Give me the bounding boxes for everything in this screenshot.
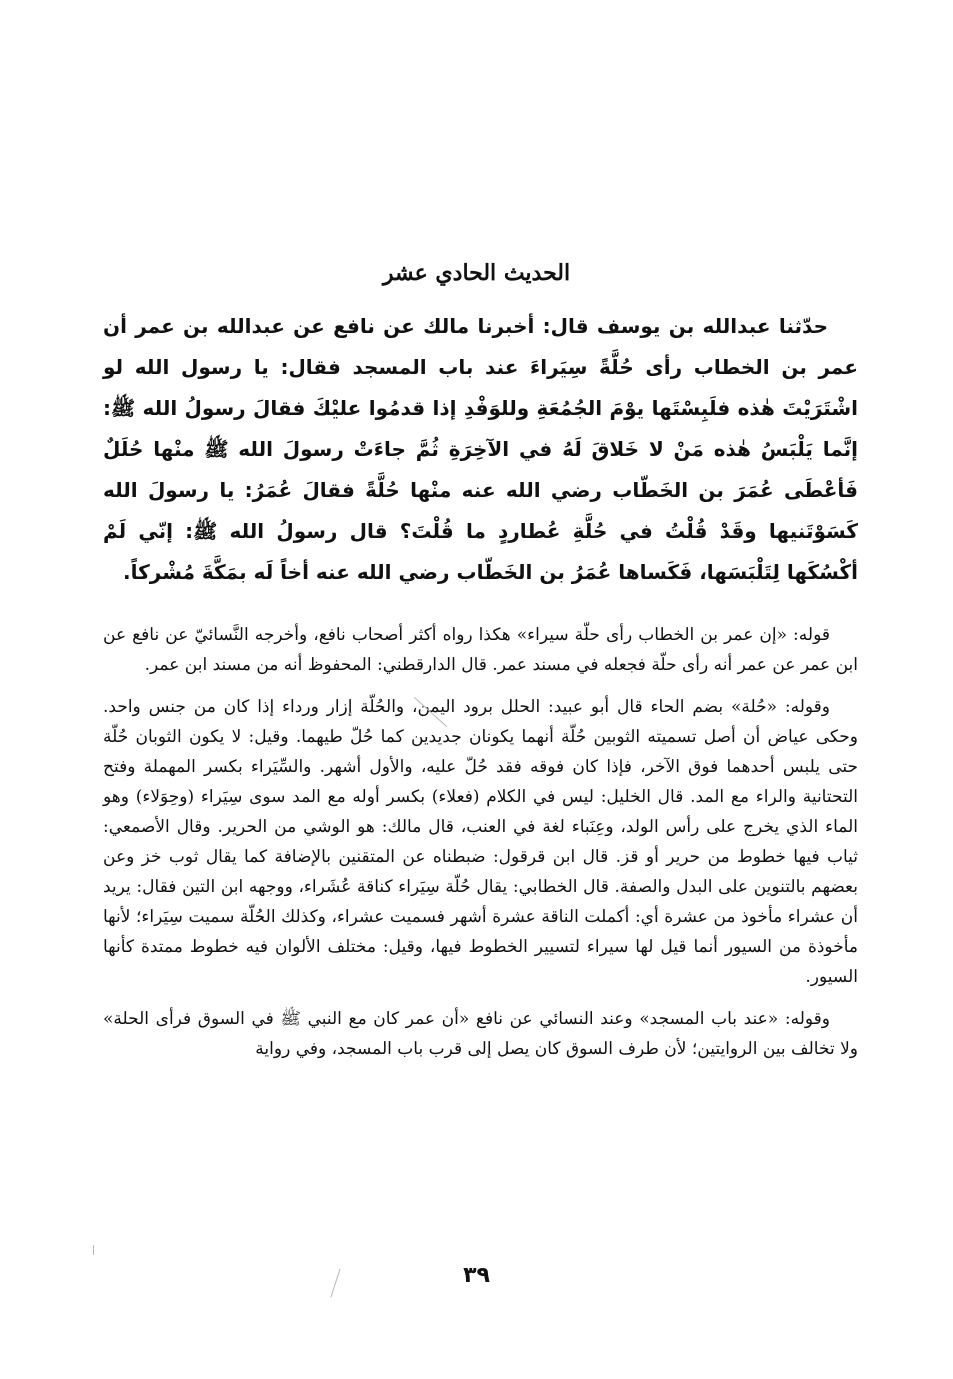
scan-mark xyxy=(93,1245,94,1255)
page-number: ٣٩ xyxy=(463,1263,490,1288)
commentary-paragraph-3: وقوله: «عند باب المسجد» وعند النسائي عن نافع «أن عمر كان مع النبي ﷺ في السوق فرأى الحلة» ولا تخالف بين الروايتين؛ لأن طرف السوق كان يصل إلى قرب باب المسجد، وفي رواية xyxy=(103,1009,858,1059)
hadith-text-block xyxy=(103,306,858,593)
hadith-paragraph: حدّثنا عبدالله بن يوسف قال: أخبرنا مالك عن نافع عن عبدالله بن عمر أن عمر بن الخطاب رأى حُلَّةً سِيَراءَ عند باب المسجد فقال: يا رسول الله لو اشْتَرَيْتَ هٰذه فلَبِسْتَها يوْمَ الجُمُعَةِ وللوَفْدِ إذا قدمُوا عليْكَ فقالَ رسولُ الله ﷺ: إنَّما يَلْبَسُ هٰذه مَنْ لا خَلاقَ لَهُ في الآخِرَةِ ثُمَّ جاءَتْ رسولَ الله ﷺ منْها حُلَلٌ فَأعْطَى عُمَرَ بن الخَطّاب رضي الله عنه منْها حُلَّةً فقالَ عُمَرُ: يا رسولَ الله كَسَوْتَنيها وقَدْ قُلْتُ في حُلَّةِ عُطاردٍ ما قُلْتَ؟ قال رسولُ الله ﷺ: إنّي لَمْ أكْسُكَها لِتَلْبَسَها، فَكَساها عُمَرُ بن الخَطّاب رضي الله عنه أخاً لَه بمَكَّةَ مُشْركاً. xyxy=(103,314,858,584)
page-title: الحديث الحادي عشر xyxy=(382,260,571,286)
commentary-paragraph-1: قوله: «إن عمر بن الخطاب رأى حلّة سيراء» هكذا رواه أكثر أصحاب نافع، وأخرجه النَّسائيّ عن نافع عن ابن عمر عن عمر أنه رأى حلّة فجعله في مسند عمر. قال الدارقطني: المحفوظ أنه من مسند ابن عمر. xyxy=(103,625,858,675)
commentary-block xyxy=(103,620,858,1076)
commentary-paragraph-2: وقوله: «حُلة» بضم الحاء قال أبو عبيد: الحلل برود اليمن، والحُلّة إزار ورداء إذا كان من جنس واحد. وحكى عياض أن أصل تسميته الثوبين حُلّة أنهما يكونان جديدين كما حُلّ طيهما. وقيل: لا يكون الثوبان حُلّة حتى يلبس أحدهما فوق الآخر، فإذا كان فوقه فقد حُلّ عليه، والأول أشهر. والسِّيَراء بكسر المهملة وفتح التحتانية والراء مع المد. قال الخليل: ليس في الكلام (فعلاء) بكسر أوله مع المد سوى سِيَراء (وحِوَلاء) وهو الماء الذي يخرج على رأس الولد، وعِنَباء لغة في العنب، قال مالك: هو الوشي من الحرير. وقال الأصمعي: ثياب فيها خطوط من حرير أو قز. قال ابن قرقول: ضبطناه عن المتقنين بالإضافة كما يقال ثوب خز وعن بعضهم بالتنوين على البدل والصفة. قال الخطابي: يقال حُلّة سِيَراء كناقة عُشَراء، ووجهه ابن التين فقال: يريد أن عشراء مأخوذ من عشرة أي: أكملت الناقة عشرة أشهر فسميت عشراء، وكذلك الحُلّة سميت سِيَراء؛ لأنها مأخوذة من السيور أنما قيل لها سيراء لتسيير الخطوط فيها، وقيل: مختلف الألوان فيه خطوط ممتدة كأنها السيور. xyxy=(103,697,859,987)
